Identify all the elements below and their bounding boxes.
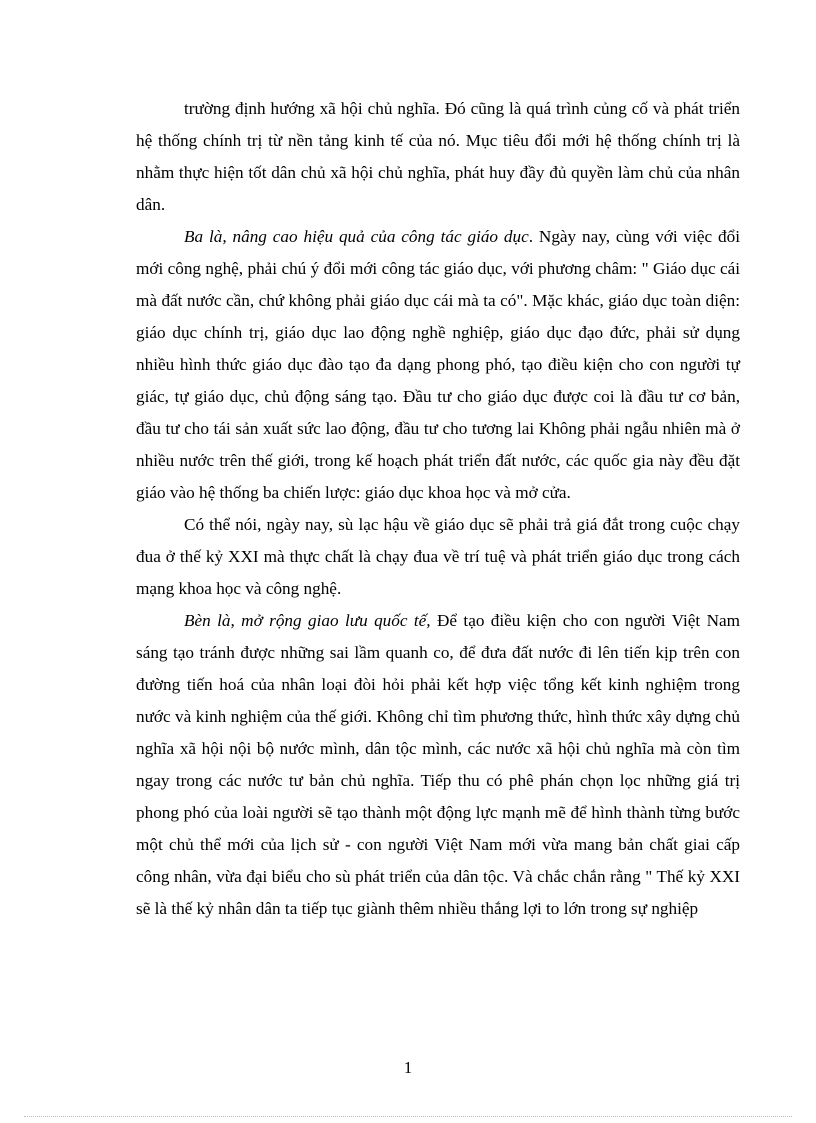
page-number: 1	[403, 1058, 413, 1077]
paragraph-1	[136, 93, 740, 221]
paragraph-2-lead: Ba là, nâng cao hiệu quả của công tác giáo dục	[184, 227, 529, 246]
body-text	[136, 93, 740, 925]
paragraph-4-lead: Bèn là, mở rộng giao lưu quốc tế,	[184, 611, 431, 630]
paragraph-1-text: trường định hướng xã hội chủ nghĩa. Đó cũng là quá trình củng cố và phát triển hệ thống chính trị từ nền tảng kinh tế của nó. Mục tiêu đổi mới hệ thống chính trị là nhằm thực hiện tốt dân chủ xã hội chủ nghĩa, phát huy đầy đủ quyền làm chủ của nhân dân.	[136, 99, 740, 214]
paragraph-2	[136, 221, 740, 509]
paragraph-2-text: . Ngày nay, cùng với việc đổi mới công nghệ, phải chú ý đổi mới công tác giáo dục, với phương châm: " Giáo dục cái mà đất nước cần, chứ không phải giáo dục cái mà ta có". Mặc khác, giáo dục toàn diện: giáo dục chính trị, giáo dục lao động nghề nghiệp, giáo dục đạo đức, phải sử dụng nhiều hình thức giáo dục đào tạo đa dạng phong phó, tạo điều kiện cho con người tự giác, tự giáo dục, chủ động sáng tạo. Đầu tư cho giáo dục được coi là đầu tư cơ bản, đầu tư cho tái sản xuất sức lao động, đầu tư cho tương lai Không phải ngẫu nhiên mà ở nhiều nước trên thế giới, trong kế hoạch phát triển đất nước, các quốc gia này đều đặt giáo vào hệ thống ba chiến lược: giáo dục khoa học và mở cửa.	[136, 227, 740, 502]
footer-divider	[24, 1116, 792, 1117]
paragraph-4-text: Để tạo điều kiện cho con người Việt Nam sáng tạo tránh được những sai lầm quanh co, để đưa đất nước đi lên tiến kịp trên con đường tiến hoá của nhân loại đòi hỏi phải kết hợp việc tổng kết kinh nghiệm trong nước và kinh nghiệm của thế giới. Không chỉ tìm phương thức, hình thức xây dựng chủ nghĩa xã hội nội bộ nước mình, dân tộc mình, các nước xã hội chủ nghĩa mà còn tìm ngay trong các nước tư bản chủ nghĩa. Tiếp thu có phê phán chọn lọc những giá trị phong phó của loài người sẽ tạo thành một động lực mạnh mẽ để hình thành từng bước một chủ thể mới của lịch sử - con người Việt Nam mới vừa mang bản chất giai cấp công nhân, vừa đại biểu cho sù phát triển của dân tộc. Và chắc chắn rằng " Thế kỷ XXI sẽ là thế kỷ nhân dân ta tiếp tục giành thêm nhiều thắng lợi to lớn trong sự nghiệp	[136, 611, 740, 918]
paragraph-3-text: Có thể nói, ngày nay, sù lạc hậu về giáo dục sẽ phải trả giá đắt trong cuộc chạy đua ở thế kỷ XXI mà thực chất là chạy đua về trí tuệ và phát triển giáo dục trong cách mạng khoa học và công nghệ.	[136, 515, 740, 598]
paragraph-4	[136, 605, 740, 925]
paragraph-3	[136, 509, 740, 605]
